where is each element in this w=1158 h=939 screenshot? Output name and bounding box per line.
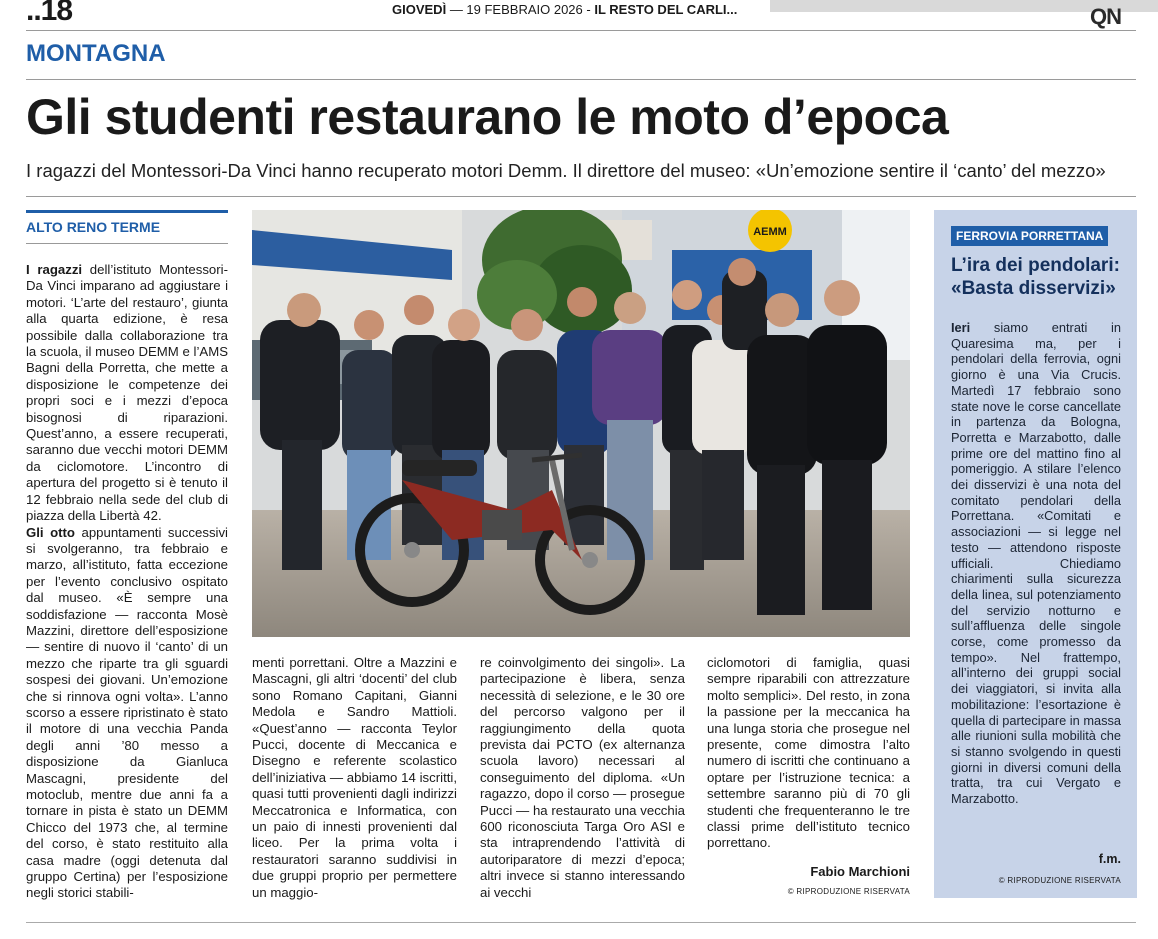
subheadline: I ragazzi del Montessori-Da Vinci hanno recuperato motori Demm. Il direttore del museo: «Un’emozione sentire il ‘canto’ del mezzo» (26, 160, 1106, 181)
kicker: ALTO RENO TERME (26, 219, 161, 235)
article-paragraph (26, 262, 228, 525)
article-column-2 (252, 655, 457, 901)
paragraph-text: dell’istituto Montessori-Da Vinci imparano ad aggiustare i motori. ‘L’arte del restauro’, giunta alla quarta edizione, è resa possibile dalla collaborazione tra la scuola, il museo DEMM e l’AMS Bagni della Porretta, che mette a disposizione le competenze dei propri soci e i mezzi d’epoca bisognosi di riparazioni. Quest’anno, a essere recuperati, saranno due vecchi motori DEMM da ciclomotore. L’incontro di apertura del progetto si è tenuto il 12 febbraio nella sede del club di piazza della Libertà 42. (26, 262, 228, 524)
page-number: ..18 (26, 0, 73, 27)
sidebar-copyright: © RIPRODUZIONE RISERVATA (998, 876, 1121, 885)
bottom-rule (26, 922, 1136, 923)
subheadline-rule (26, 196, 1136, 197)
sidebar-title: L’ira dei pendolari: «Basta disservizi» (951, 255, 1120, 299)
copyright-notice: © RIPRODUZIONE RISERVATA (787, 887, 910, 896)
kicker-rule (26, 243, 228, 244)
header-rule (26, 30, 1136, 31)
lead-in: Gli otto (26, 524, 75, 540)
sidebar-lead-in: Ieri (951, 320, 971, 335)
headline: Gli studenti restaurano le moto d’epoca (26, 89, 949, 145)
masthead-newspaper: IL RESTO DEL CARLI... (594, 2, 738, 17)
masthead (392, 2, 737, 17)
sidebar-label: FERROVIA PORRETTANA (951, 226, 1108, 246)
paragraph-text: menti porrettani. Oltre a Mazzini e Mascagni, gli altri ‘docenti’ del club sono Romano Capitani, Gianni Medola e Sandro Mattioli. «Quest’anno — racconta Teylor Pucci, docente di Meccanica e Disegno e referente scolastico dell’iniziativa — abbiamo 14 iscritti, quasi tutti provenienti dagli indirizzi Meccatronica e Informatica, con un paio di innesti provenienti dal liceo. Per la prima volta i restauratori saranno suddivisi in due gruppi proprio per permettere un maggio- (252, 655, 457, 900)
article-photo (252, 210, 910, 637)
article-column-1 (26, 262, 228, 902)
paragraph-text: ciclomotori di famiglia, quasi sempre riparabili con attrezzature molto semplici». Del resto, in zona la passione per la meccanica ha una lunga storia che prosegue nel presente, come dimostra l’alto numero di iscritti che continuano a optare per l’istruzione tecnica: a settembre saranno più di 70 gli studenti che frequenteranno le tre classi prime dell’istituto tecnico porrettano. (707, 655, 910, 851)
masthead-date: — 19 FEBBRAIO 2026 - (449, 2, 591, 17)
section-rule (26, 79, 1136, 80)
kicker-bar (26, 210, 228, 213)
section-label: MONTAGNA (26, 40, 166, 67)
byline: Fabio Marchioni (810, 864, 910, 879)
paragraph-text: appuntamenti successivi si svolgeranno, tra febbraio e marzo, all’istituto, fatta eccezione per l’evento conclusivo ospitato dal museo. «È sempre una soddisfazione — racconta Mosè Mazzini, direttore dell’esposizione — sentire di nuovo il ‘canto’ di un mezzo che riparte tra gli sguardi sospesi dei giovani. Un’emozione che si rinnova ogni volta». L’anno scorso a essere ripristinato è stato il motore di una vecchia Panda degli anni ’80 messo a disposizione da Gianluca Mascagni, presidente del motoclub, mentre due anni fa a tornare in pista è stato un DEMM Chicco del 1973 che, al termine del corso, è stato restituito alla casa madre (oggi detenuta dal gruppo Certina) per l’esposizione negli storici stabili- (26, 524, 228, 901)
paragraph-text: re coinvolgimento dei singoli». La partecipazione è libera, senza necessità di selezione, e le 30 ore del percorso valgono per il raggiungimento della quota prevista dai PCTO (ex alternanza scuola lavoro) necessari al conseguimento del diploma. «Un ragazzo, dopo il corso — prosegue Pucci — ha restaurato una vecchia 600 riconosciuta Targa Oro ASI e sta intraprendendo l’attività di autoriparatore di mezzi d’epoca; altri invece si stanno interessando ai vecchi (480, 655, 685, 900)
aemm-sign-text: AEMM (753, 226, 787, 238)
article-column-3 (480, 655, 685, 901)
students-with-moped-photo (252, 210, 910, 637)
sidebar-signature: f.m. (1098, 852, 1121, 866)
article-column-4 (707, 655, 910, 852)
lead-in: I ragazzi (26, 262, 83, 277)
qn-logo: QN (1090, 4, 1121, 29)
masthead-day: GIOVEDÌ (392, 2, 447, 17)
sidebar-body (951, 320, 1121, 807)
sidebar-text: siamo entrati in Quaresima ma, per i pendolari della ferrovia, ogni giorno è una Via Crucis. Martedì 17 febbraio sono state nove le corse cancellate in partenza da Bologna, Porretta e Marzabotto, dalle prime ore del mattino fino al pomeriggio. A stilare l’elenco dei disservizi è una nota del comitato pendolari della Porrettana. «Comitati e associazioni — si legge nel testo — attendono risposte ufficiali. Chiediamo chiarimenti sulla sicurezza della linea, sul potenziamento del servizio notturno e sull’affluenza delle singole corse, come promesso da tempo». Nel frattempo, all’interno dei gruppi social dei viaggiatori, si invita alla mobilitazione: l’esortazione è quella di partecipare in massa alle riunioni sulla mobilità che si stanno svolgendo in questi giorni in diversi comuni della tratta, tra cui Vergato e Marzabotto. (951, 320, 1122, 807)
article-paragraph (26, 525, 228, 902)
